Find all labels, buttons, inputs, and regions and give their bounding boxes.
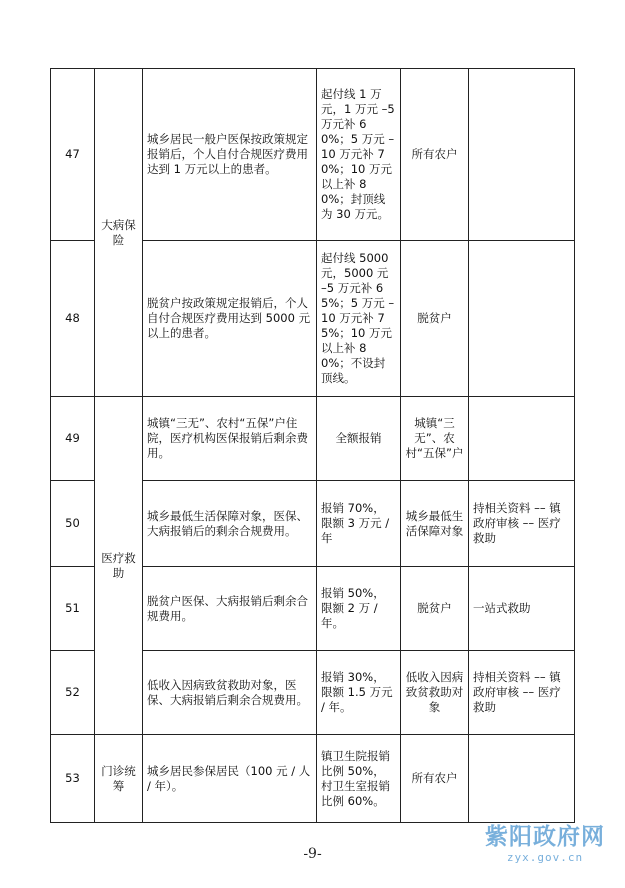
category-cell: 门诊统筹: [95, 735, 143, 823]
site-watermark: [485, 822, 605, 864]
object-cell: 城镇“三无”、农村“五保”户: [401, 397, 469, 481]
standard-cell: 报销 70%，限额 3 万元 / 年: [317, 481, 401, 567]
category-cell: 大病保险: [95, 69, 143, 397]
row-number: 48: [51, 241, 95, 397]
standard-cell: 镇卫生院报销比例 50%，村卫生室报销比例 60%。: [317, 735, 401, 823]
standard-cell: 全额报销: [317, 397, 401, 481]
watermark-title: 紫阳政府网: [485, 824, 605, 850]
row-number: 53: [51, 735, 95, 823]
policy-table: [50, 68, 575, 823]
procedure-cell: 持相关资料 –– 镇政府审核 –– 医疗救助: [469, 651, 575, 735]
procedure-cell: [469, 735, 575, 823]
category-cell: 医疗救助: [95, 397, 143, 735]
procedure-cell: 持相关资料 –– 镇政府审核 –– 医疗救助: [469, 481, 575, 567]
table-row: [51, 735, 575, 823]
standard-cell: 报销 30%，限额 1.5 万元 / 年。: [317, 651, 401, 735]
row-number: 47: [51, 69, 95, 241]
standard-cell: 起付线 5000 元，5000 元 –5 万元补 65%；5 万元 –10 万元补 75%；10 万元以上补 80%；不设封顶线。: [317, 241, 401, 397]
standard-cell: 报销 50%，限额 2 万 / 年。: [317, 567, 401, 651]
procedure-cell: 一站式救助: [469, 567, 575, 651]
object-cell: 低收入因病致贫救助对象: [401, 651, 469, 735]
row-number: 51: [51, 567, 95, 651]
procedure-cell: [469, 69, 575, 241]
procedure-cell: [469, 241, 575, 397]
condition-cell: 低收入因病致贫救助对象，医保、大病报销后剩余合规费用。: [143, 651, 317, 735]
object-cell: 所有农户: [401, 735, 469, 823]
condition-cell: 城镇“三无”、农村“五保”户住院，医疗机构医保报销后剩余费用。: [143, 397, 317, 481]
condition-cell: 城乡最低生活保障对象，医保、大病报销后的剩余合规费用。: [143, 481, 317, 567]
row-number: 49: [51, 397, 95, 481]
standard-cell: 起付线 1 万元，1 万元 –5 万元补 60%；5 万元 –10 万元补 70%；10 万元以上补 80%；封顶线为 30 万元。: [317, 69, 401, 241]
object-cell: 脱贫户: [401, 241, 469, 397]
condition-cell: 城乡居民一般户医保按政策规定报销后，个人自付合规医疗费用达到 1 万元以上的患者。: [143, 69, 317, 241]
table-row: [51, 69, 575, 241]
object-cell: 城乡最低生活保障对象: [401, 481, 469, 567]
object-cell: 脱贫户: [401, 567, 469, 651]
watermark-url: zyx.gov.cn: [506, 851, 584, 864]
table-row: [51, 397, 575, 481]
row-number: 50: [51, 481, 95, 567]
object-cell: 所有农户: [401, 69, 469, 241]
row-number: 52: [51, 651, 95, 735]
procedure-cell: [469, 397, 575, 481]
condition-cell: 城乡居民参保居民（100 元 / 人 / 年）。: [143, 735, 317, 823]
page-number: -9-: [303, 846, 322, 862]
condition-cell: 脱贫户医保、大病报销后剩余合规费用。: [143, 567, 317, 651]
condition-cell: 脱贫户按政策规定报销后，个人自付合规医疗费用达到 5000 元以上的患者。: [143, 241, 317, 397]
